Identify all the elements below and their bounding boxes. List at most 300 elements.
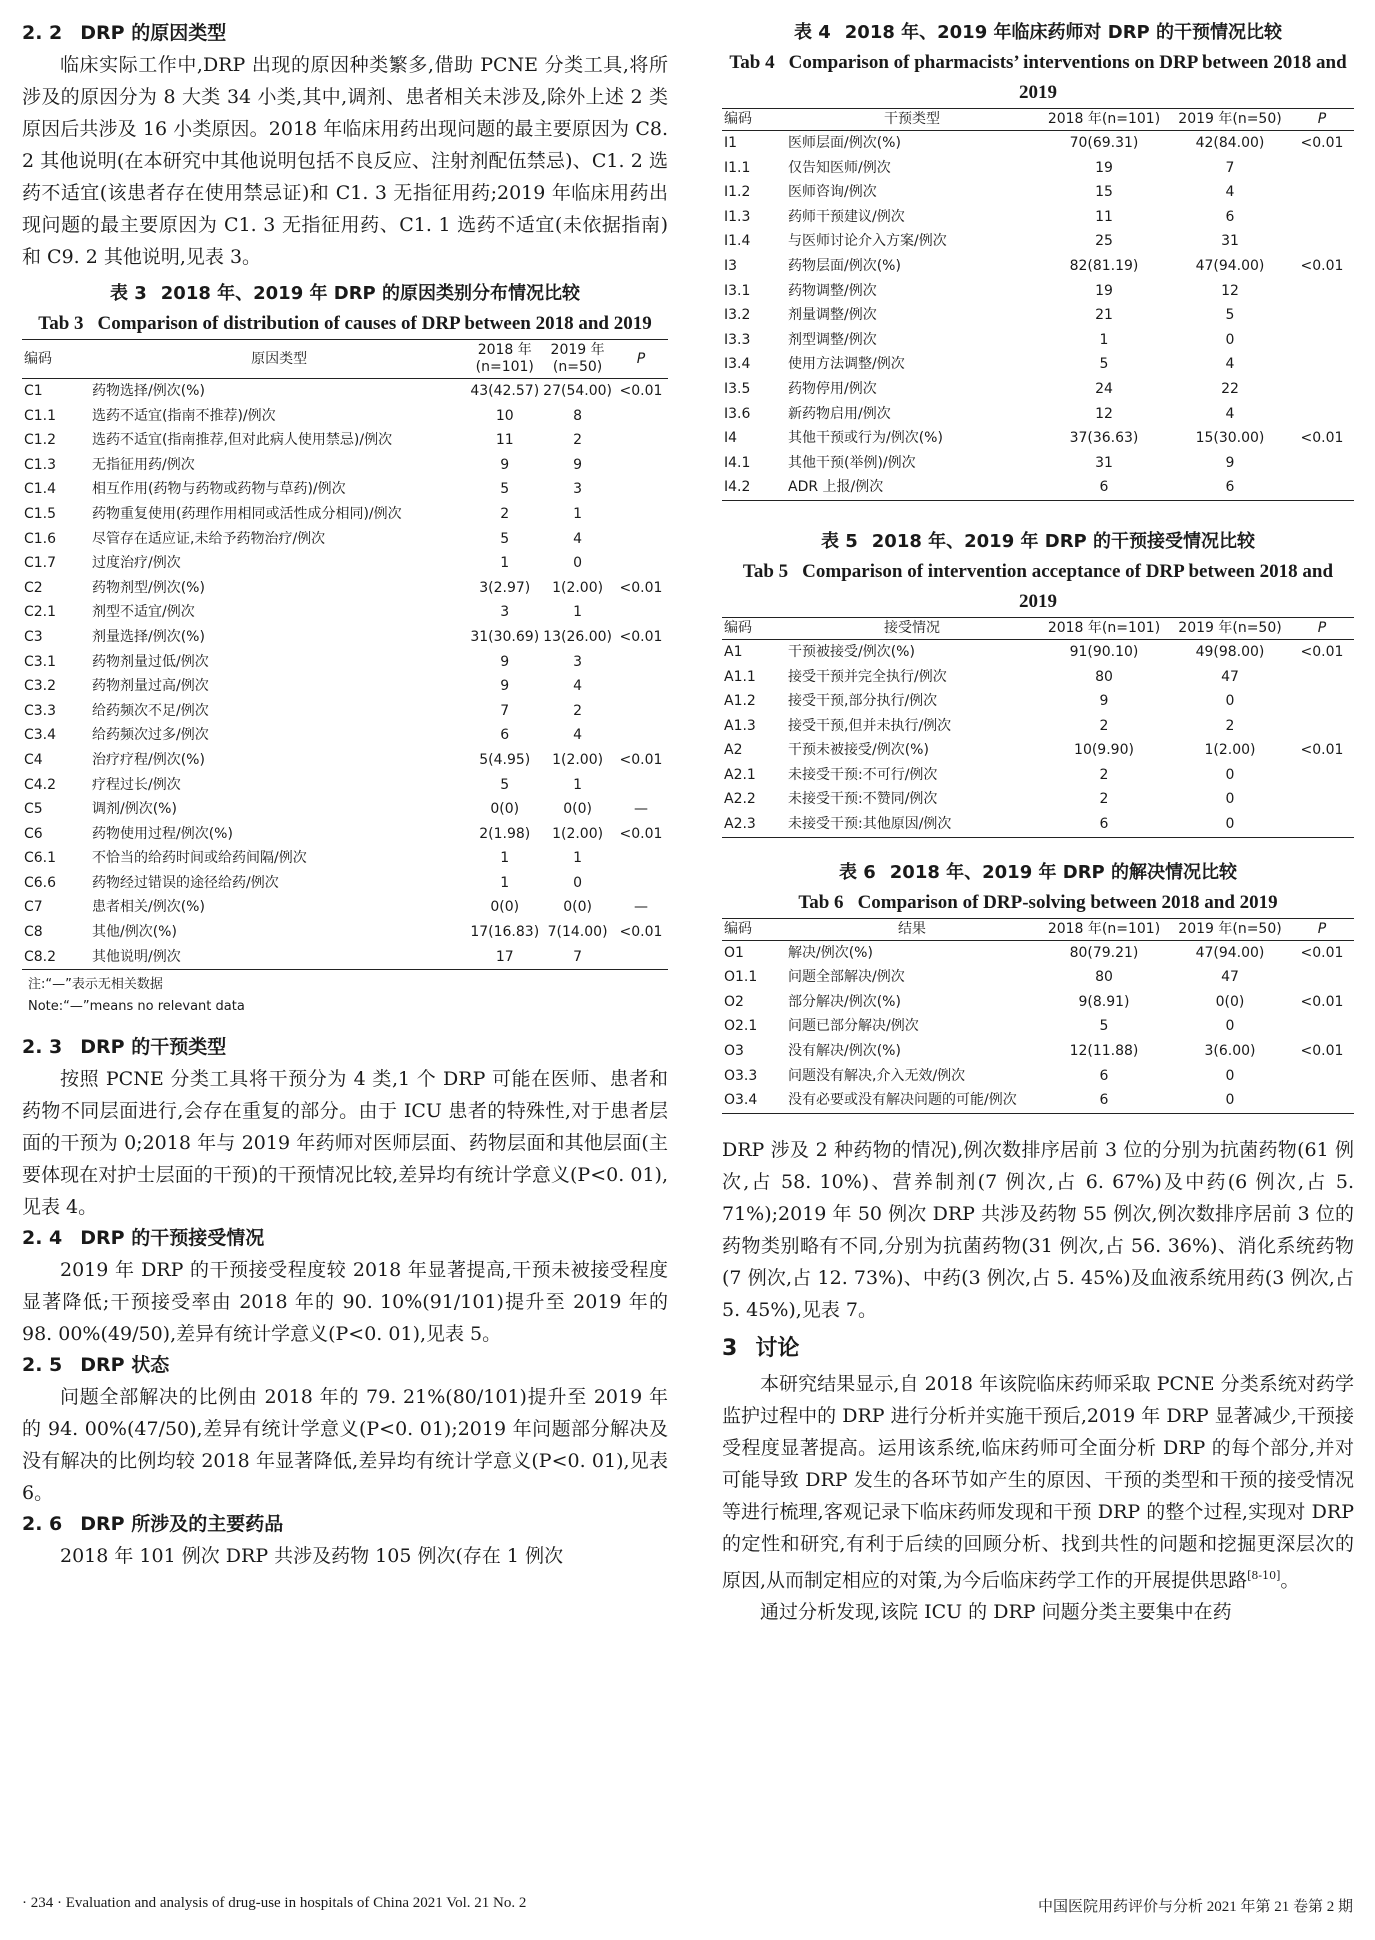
cell-code: C7: [24, 899, 43, 916]
cell-type: 没有必要或没有解决问题的可能/例次: [786, 1088, 1038, 1113]
cell-2018: 91(90.10): [1069, 643, 1139, 660]
cell-code: O3: [724, 1043, 744, 1060]
table-row: [722, 352, 1354, 377]
cell-p: [1290, 303, 1354, 328]
cell-type: 疗程过长/例次: [92, 776, 181, 793]
cell-2018: 80: [1095, 668, 1113, 685]
table-row: [722, 1039, 1354, 1064]
cell-2018: 11: [495, 432, 514, 449]
section-2-4-paragraph: 2019 年 DRP 的干预接受程度较 2018 年显著提高,干预未被接受程度显著降低;干预接受率由 2018 年的 90. 10%(91/101)提升至 2019 年的 98. 00%(49/50),差异有统计学意义(P<0. 01),见表 5。: [22, 1259, 668, 1346]
table-row: [722, 787, 1354, 812]
cell-type: 选药不适宜(指南不推荐)/例次: [92, 407, 276, 424]
cell-2018: 2(1.98): [479, 825, 531, 842]
table-row: [22, 846, 668, 871]
cell-p: [1290, 352, 1354, 377]
cell-type: 医师层面/例次(%): [788, 135, 901, 151]
cell-2018: 1: [1099, 331, 1109, 348]
cell-type: 未接受干预:不赞同/例次: [788, 791, 938, 808]
cell-p: [614, 600, 668, 625]
cell-p: [1290, 763, 1354, 788]
table-row: [722, 229, 1354, 254]
table-row: [22, 453, 668, 478]
cell-2018: 1: [500, 555, 510, 572]
cell-2019: 1: [573, 604, 583, 621]
table-row: [722, 990, 1354, 1015]
cell-p: <0.01: [619, 751, 663, 768]
cell-2018: 6: [1038, 1088, 1170, 1113]
cell-2018: 1: [500, 850, 510, 867]
citation-ref[interactable]: [8-10]: [1247, 1568, 1281, 1582]
cell-2018: 12(11.88): [1069, 1043, 1139, 1060]
cell-code: C4: [24, 751, 43, 768]
cell-type: 接受干预,部分执行/例次: [788, 693, 938, 710]
table-row: [722, 402, 1354, 427]
cell-type: 医师咨询/例次: [788, 184, 877, 201]
cell-2019: 2: [573, 702, 583, 719]
table-5-header-code: 编码: [722, 617, 786, 639]
cell-2018: 10: [495, 407, 514, 424]
table-row: [722, 639, 1354, 664]
table-row: [22, 428, 668, 453]
cell-2019: 49(98.00): [1195, 643, 1265, 660]
cell-code: I1.3: [724, 208, 751, 225]
cell-p: [614, 404, 668, 429]
cell-p: [1290, 714, 1354, 739]
cell-2019: 0: [1225, 1067, 1235, 1084]
cell-2018: 0(0): [490, 899, 520, 916]
cell-code: C4.2: [24, 776, 57, 793]
cell-p: <0.01: [1300, 257, 1344, 274]
table-row: [722, 254, 1354, 279]
table-3-body: [22, 379, 668, 970]
cell-p: —: [634, 801, 648, 818]
cell-2018: 43(42.57): [470, 383, 540, 399]
table-6-header-code: 编码: [722, 918, 786, 940]
table-row: [722, 328, 1354, 353]
cell-code: I4.1: [724, 454, 751, 471]
cell-type: 部分解决/例次(%): [788, 993, 901, 1010]
cell-code: C1.1: [24, 407, 57, 424]
cell-2018: 6: [1038, 475, 1170, 500]
cell-2018: 2: [1099, 717, 1109, 734]
cell-code: C6.6: [24, 874, 57, 891]
cell-2019: 4: [1225, 356, 1235, 373]
cell-2019: 1(2.00): [552, 579, 604, 596]
cell-code: A2.2: [724, 791, 756, 808]
table-row: [22, 404, 668, 429]
cell-2018: 31: [1095, 454, 1113, 471]
cell-code: I1: [724, 135, 738, 151]
cell-p: [614, 945, 668, 970]
cell-2019: 4: [573, 678, 583, 695]
cell-code: C2.1: [24, 604, 57, 621]
cell-2019: 0: [573, 555, 583, 572]
cell-2018: 82(81.19): [1069, 257, 1139, 274]
table-row: [22, 502, 668, 527]
table-5-header-p: P: [1290, 617, 1354, 639]
cell-type: 问题全部解决/例次: [788, 969, 905, 986]
table-row: [22, 477, 668, 502]
table-5: [722, 617, 1354, 838]
table-row: [22, 895, 668, 920]
cell-2018: 9: [500, 456, 510, 473]
cell-type: 尽管存在适应证,未给予药物治疗/例次: [92, 530, 326, 547]
cell-type: 其他说明/例次: [90, 945, 468, 970]
cell-type: 未接受干预:不可行/例次: [788, 766, 938, 783]
section-3-paragraph-2: 通过分析发现,该院 ICU 的 DRP 问题分类主要集中在药: [760, 1601, 1232, 1624]
cell-type: 调剂/例次(%): [92, 801, 177, 818]
cell-2018: 5: [1099, 356, 1109, 373]
table-row: [22, 920, 668, 945]
table-row: [22, 822, 668, 847]
section-2-5-heading: 2. 5 DRP 状态: [22, 1354, 170, 1377]
cell-2018: 37(36.63): [1069, 430, 1139, 447]
cell-type: 药物使用过程/例次(%): [92, 825, 233, 842]
cell-p: [1290, 156, 1354, 181]
cell-p: <0.01: [619, 383, 663, 399]
section-2-5-paragraph: 问题全部解决的比例由 2018 年的 79. 21%(80/101)提升至 2019 年的 94. 00%(47/50),差异有统计学意义(P<0. 01);2019 年问题部分解决及没有解决的比例均较 2018 年显著降低,差异均有统计学意义(P<0. 01),见表 6。: [22, 1386, 668, 1505]
table-row: [22, 797, 668, 822]
cell-p: [1290, 1064, 1354, 1089]
cell-type: 药物重复使用(药理作用相同或活性成分相同)/例次: [92, 505, 402, 522]
table-3-note-cn: 注:“—”表示无相关数据: [28, 977, 163, 993]
cell-type: 没有解决/例次(%): [788, 1043, 901, 1060]
cell-code: A1.1: [724, 668, 756, 685]
table-row: [722, 812, 1354, 837]
table-5-caption-en: Tab 5 Comparison of intervention acceptance of DRP between 2018 and 2019: [742, 560, 1334, 612]
table-6: [722, 918, 1354, 1114]
table-row: [722, 940, 1354, 965]
cell-p: [1290, 180, 1354, 205]
table-3-caption-cn: 表 3 2018 年、2019 年 DRP 的原因类别分布情况比较: [109, 283, 581, 304]
table-4-header-code: 编码: [722, 109, 786, 131]
table-row: [22, 379, 668, 404]
cell-2019: 0: [1225, 1018, 1235, 1035]
cell-2019: 0: [1225, 331, 1235, 348]
cell-2019: 4: [573, 530, 583, 547]
section-2-2-heading: 2. 2 DRP 的原因类型: [22, 22, 227, 44]
cell-2019: 2: [1225, 717, 1235, 734]
cell-type: 干预未被接受/例次(%): [788, 742, 929, 759]
cell-p: [1290, 689, 1354, 714]
table-6-header-2019: 2019 年(n=50): [1170, 918, 1290, 940]
cell-2018: 19: [1095, 282, 1113, 299]
cell-type: 剂型不适宜/例次: [92, 604, 195, 621]
cell-code: A2: [724, 742, 743, 759]
footer-left: · 234 · Evaluation and analysis of drug-use in hospitals of China 2021 Vol. 21 No. 2: [22, 1895, 527, 1911]
cell-2018: 9: [500, 678, 510, 695]
cell-type: 给药频次过多/例次: [92, 727, 209, 744]
cell-p: [614, 723, 668, 748]
table-4-header-p: P: [1290, 109, 1354, 131]
cell-p: [614, 527, 668, 552]
cell-code: C1.5: [24, 505, 57, 522]
table-row: [722, 738, 1354, 763]
cell-type: 患者相关/例次(%): [92, 899, 205, 916]
cell-code: C3: [24, 628, 43, 645]
table-6-header-2018: 2018 年(n=101): [1038, 918, 1170, 940]
cell-code: A1: [724, 643, 743, 660]
cell-type: 接受干预,但并未执行/例次: [788, 717, 952, 734]
cell-2018: 31(30.69): [470, 628, 540, 645]
table-6-header-type: 结果: [786, 918, 1038, 940]
table-row: [722, 1014, 1354, 1039]
table-row: [22, 945, 668, 970]
table-row: [22, 723, 668, 748]
cell-p: [1290, 787, 1354, 812]
cell-type: 给药频次不足/例次: [92, 702, 209, 719]
cell-code: C6.1: [24, 850, 57, 867]
section-3-heading: 3 讨论: [722, 1335, 800, 1361]
cell-2019: 0: [1170, 812, 1290, 837]
cell-2018: 5: [500, 481, 510, 498]
cell-2018: 9: [1099, 693, 1109, 710]
cell-code: C3.4: [24, 727, 57, 744]
cell-p: <0.01: [619, 579, 663, 596]
cell-p: <0.01: [1300, 993, 1344, 1010]
section-3-paragraph-1: 本研究结果显示,自 2018 年该院临床药师采取 PCNE 分类系统对药学监护过程中的 DRP 进行分析并实施干预后,2019 年 DRP 显著减少,干预接受程度显著提高。运用该系统,临床药师可全面分析 DRP 的每个部分,并对可能导致 DRP 发生的各环节如产生的原因、干预的类型和干预的接受情况等进行梳理,客观记录下临床药师发现和干预 DRP 的整个过程,实现对 DRP 的定性和研究,有利于后续的回顾分析、找到共性的问题和挖掘更深层次的原因,从而制定相应的对策,为今后临床药学工作的开展提供思路[8-10]。: [722, 1372, 1354, 1592]
cell-2019: 3(6.00): [1204, 1043, 1256, 1060]
cell-type: 使用方法调整/例次: [788, 356, 905, 373]
cell-2019: 2: [573, 432, 583, 449]
section-2-3-heading: 2. 3 DRP 的干预类型: [22, 1036, 227, 1059]
table-row: [722, 377, 1354, 402]
cell-p: [614, 674, 668, 699]
table-6-caption-en: Tab 6 Comparison of DRP-solving between 2018 and 2019: [798, 891, 1278, 913]
cell-p: [1290, 402, 1354, 427]
cell-code: I4: [724, 430, 738, 447]
table-3-header-2019: 2019 年 (n=50): [541, 340, 614, 379]
cell-type: 药物剂量过高/例次: [92, 678, 209, 695]
table-3-header-code: 编码: [22, 340, 90, 379]
cell-type: 不恰当的给药时间或给药间隔/例次: [92, 850, 307, 867]
cell-type: 问题没有解决,介入无效/例次: [788, 1067, 966, 1084]
cell-2019: 12: [1221, 282, 1239, 299]
cell-code: I3: [724, 257, 738, 274]
cell-type: 药师干预建议/例次: [788, 208, 905, 225]
cell-code: O2.1: [724, 1018, 758, 1035]
cell-p: [614, 502, 668, 527]
cell-2018: 5(4.95): [479, 751, 531, 768]
cell-type: 治疗疗程/例次(%): [92, 751, 205, 768]
cell-2019: 47: [1221, 969, 1239, 986]
cell-type: 其他/例次(%): [92, 924, 177, 941]
table-5-caption-cn: 表 5 2018 年、2019 年 DRP 的干预接受情况比较: [820, 530, 1256, 552]
cell-p: <0.01: [619, 628, 663, 645]
cell-2018: 1: [500, 874, 510, 891]
cell-p: <0.01: [1300, 135, 1344, 151]
cell-p: [614, 773, 668, 798]
table-5-header-type: 接受情况: [786, 617, 1038, 639]
cell-2019: 0: [1225, 791, 1235, 808]
cell-2019: 0(0): [563, 899, 592, 916]
table-row: [722, 763, 1354, 788]
section-2-3-paragraph: 按照 PCNE 分类工具将干预分为 4 类,1 个 DRP 可能在医师、患者和药物不同层面进行,会存在重复的部分。由于 ICU 患者的特殊性,对于患者层面的干预为 0;2018 年与 2019 年药师对医师层面、药物层面和其他层面(主要体现在对护士层面的干预)的干预情况比较,差异均有统计学意义(P<0. 01),见表 4。: [22, 1068, 668, 1219]
cell-type: 过度治疗/例次: [92, 555, 181, 572]
table-row: [722, 426, 1354, 451]
cell-code: I3.6: [724, 405, 751, 422]
cell-type: 药物调整/例次: [788, 282, 877, 299]
table-row: [22, 674, 668, 699]
table-3-header-2018: 2018 年 (n=101): [468, 340, 541, 379]
cell-2019: 3: [573, 653, 583, 670]
cell-code: O2: [724, 993, 744, 1010]
cell-2019: 9: [1225, 454, 1235, 471]
cell-code: C1: [24, 383, 43, 399]
cell-2019: 1(2.00): [552, 825, 604, 842]
cell-2019: 9: [573, 456, 583, 473]
cell-type: 剂型调整/例次: [788, 331, 877, 348]
cell-2018: 17: [468, 945, 541, 970]
cell-p: [1290, 328, 1354, 353]
cell-2019: 0(0): [1215, 993, 1245, 1010]
cell-p: [1290, 965, 1354, 990]
cell-2018: 2: [500, 505, 510, 522]
table-row: [22, 527, 668, 552]
table-4-header-type: 干预类型: [786, 109, 1038, 131]
cell-code: C1.7: [24, 555, 57, 572]
table-4: [722, 108, 1354, 501]
cell-2018: 2: [1099, 766, 1109, 783]
cell-type: 剂量调整/例次: [788, 307, 877, 324]
cell-2018: 80: [1095, 969, 1113, 986]
cell-type: ADR 上报/例次: [786, 475, 1038, 500]
left-column: [22, 18, 668, 1572]
cell-type: 剂量选择/例次(%): [92, 628, 205, 645]
cell-2019: 1: [573, 776, 583, 793]
cell-2018: 11: [1095, 208, 1113, 225]
cell-p: [614, 428, 668, 453]
table-5-header-2018: 2018 年(n=101): [1038, 617, 1170, 639]
cell-code: A2.3: [722, 812, 786, 837]
table-4-body: [722, 131, 1354, 501]
cell-code: O1.1: [724, 969, 758, 986]
table-row: [722, 1064, 1354, 1089]
cell-code: C1.3: [24, 456, 57, 473]
cell-2019: 47: [1221, 668, 1239, 685]
cell-2019: 1: [573, 850, 583, 867]
cell-code: C8: [24, 924, 43, 941]
table-4-caption-cn: 表 4 2018 年、2019 年临床药师对 DRP 的干预情况比较: [793, 22, 1283, 43]
cell-type: 药物剂型/例次(%): [92, 579, 205, 596]
cell-p: [614, 699, 668, 724]
cell-2018: 24: [1095, 380, 1113, 397]
table-5-header-2019: 2019 年(n=50): [1170, 617, 1290, 639]
cell-2018: 5: [500, 776, 510, 793]
table-row: [722, 665, 1354, 690]
cell-2018: 21: [1095, 307, 1113, 324]
cell-2018: 25: [1095, 233, 1113, 250]
table-row: [722, 205, 1354, 230]
cell-type: 干预被接受/例次(%): [788, 643, 915, 660]
cell-code: C3.3: [24, 702, 57, 719]
table-row: [722, 303, 1354, 328]
cell-type: 仅告知医师/例次: [788, 159, 891, 176]
cell-code: I3.3: [724, 331, 751, 348]
table-row: [22, 650, 668, 675]
cell-p: [614, 846, 668, 871]
cell-code: A2.1: [724, 766, 756, 783]
cell-2019: 7: [541, 945, 614, 970]
cell-2018: 0(0): [490, 801, 520, 818]
cell-code: C2: [24, 579, 43, 596]
cell-p: <0.01: [1300, 430, 1344, 447]
cell-type: 无指征用药/例次: [92, 456, 195, 473]
cell-p: [1290, 451, 1354, 476]
table-row: [22, 699, 668, 724]
cell-2018: 19: [1095, 159, 1113, 176]
table-row: [722, 131, 1354, 156]
cell-type: 新药物启用/例次: [788, 405, 891, 422]
cell-p: [1290, 377, 1354, 402]
cell-p: <0.01: [619, 924, 663, 941]
cell-p: [1290, 475, 1354, 500]
table-3-header-p: P: [614, 340, 668, 379]
cell-2018: 3(2.97): [479, 579, 531, 596]
cell-p: <0.01: [1300, 944, 1344, 961]
cell-p: <0.01: [1300, 643, 1344, 660]
cell-2018: 70(69.31): [1069, 135, 1139, 151]
table-6-header-p: P: [1290, 918, 1354, 940]
cell-code: A1.2: [724, 693, 756, 710]
table-row: [722, 156, 1354, 181]
cell-code: C1.4: [24, 481, 57, 498]
cell-type: 其他干预或行为/例次(%): [788, 430, 943, 447]
table-row: [22, 625, 668, 650]
table-row: [722, 1088, 1354, 1113]
cell-2018: 10(9.90): [1074, 742, 1134, 759]
cell-p: [614, 650, 668, 675]
cell-2018: 6: [1038, 812, 1170, 837]
cell-2019: 1(2.00): [1204, 742, 1256, 759]
cell-2018: 9(8.91): [1078, 993, 1130, 1010]
section-2-6-heading: 2. 6 DRP 所涉及的主要药品: [22, 1513, 284, 1536]
table-row: [722, 451, 1354, 476]
cell-2018: 9: [500, 653, 510, 670]
cell-2019: 0: [1170, 1088, 1290, 1113]
cell-p: [1290, 279, 1354, 304]
cell-code: I3.2: [724, 307, 751, 324]
cell-type: 药物停用/例次: [788, 380, 877, 397]
table-row: [722, 279, 1354, 304]
cell-code: I1.4: [724, 233, 751, 250]
cell-2019: 27(54.00): [543, 383, 612, 399]
cell-2019: 5: [1225, 307, 1235, 324]
cell-p: [614, 551, 668, 576]
cell-2019: 47(94.00): [1195, 257, 1265, 274]
table-4-header-2018: 2018 年(n=101): [1038, 109, 1170, 131]
cell-code: C3.1: [24, 653, 57, 670]
cell-code: A1.3: [724, 717, 756, 734]
cell-2019: 7: [1225, 159, 1235, 176]
table-row: [22, 600, 668, 625]
cell-type: 未接受干预:其他原因/例次: [786, 812, 1038, 837]
section-2-2-paragraph: 临床实际工作中,DRP 出现的原因种类繁多,借助 PCNE 分类工具,将所涉及的原因分为 8 大类 34 小类,其中,调剂、患者相关未涉及,除外上述 2 类原因后共涉及 16 小类原因。2018 年临床用药出现问题的最主要原因为 C8. 2 其他说明(在本研究中其他说明包括不良反应、注射剂配伍禁忌)、C1. 2 选药不适宜(该患者存在使用禁忌证)和 C1. 3 无指征用药;2019 年临床用药出现问题的最主要原因为 C1. 3 无指征用药、C1. 1 选药不适宜(未依据指南)和 C9. 2 其他说明,见表 3。: [22, 54, 668, 268]
cell-p: [1290, 812, 1354, 837]
cell-2019: 42(84.00): [1195, 135, 1265, 151]
cell-2018: 17(16.83): [470, 924, 540, 941]
cell-type: 相互作用(药物与药物或药物与草药)/例次: [92, 481, 346, 498]
cell-p: <0.01: [1300, 1043, 1344, 1060]
cell-2018: 12: [1095, 405, 1113, 422]
cell-2019: 15(30.00): [1195, 430, 1265, 447]
table-row: [722, 689, 1354, 714]
cell-2019: 4: [1225, 184, 1235, 201]
cell-code: I1.2: [724, 184, 751, 201]
table-row: [22, 551, 668, 576]
cell-code: C1.6: [24, 530, 57, 547]
cell-2019: 0(0): [563, 801, 592, 818]
